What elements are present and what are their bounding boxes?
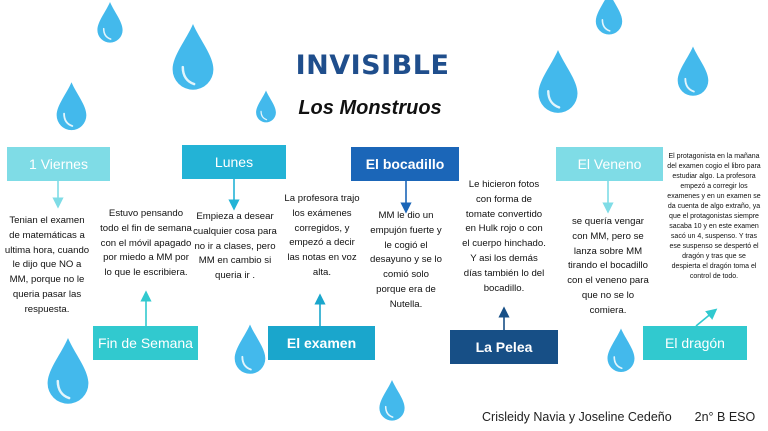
text-veneno: se quería vengar con MM, pero se lanza sobre MM tirando el bocadillo con el veneno para que no se lo comiera. (567, 216, 649, 316)
footer-authors: Crisleidy Navia y Joseline Cedeño (482, 410, 672, 424)
text-lunes: Empieza a desear cualquier cosa para no ir a clases, pero MM en cambio si queria ir . (193, 211, 277, 282)
text-fin-de-semana: Estuvo pensando todo el fin de semana con el móvil apagado por miedo a MM por lo que le escribiera. (100, 208, 192, 279)
arrow-dragon (696, 312, 713, 326)
text-examen: La profesora trajo los exámenes corregidos, y empezó a decir las notas en voz alta. (284, 193, 360, 278)
text-viernes: Tenian el examen de matemáticas a ultima hora, cuando le dijo que NO a MM, porque no le queria pasar las respuesta. (4, 215, 90, 315)
text-pelea: Le hicieron fotos con forma de tomate convertido en Hulk rojo o con el cuerpo hinchado. Y asi los demás días también lo del bocadillo. (462, 179, 546, 294)
footer-course: 2n° B ESO (694, 410, 756, 424)
node-fin-de-semana: Fin de Semana (93, 326, 198, 360)
node-dragon: El dragón (643, 326, 747, 360)
page-subtitle: Los Monstruos (298, 97, 442, 119)
node-examen: El examen (268, 326, 375, 360)
node-bocadillo: El bocadillo (351, 147, 459, 181)
text-dragon: El protagonista en la mañana del examen cogio el libro para estudiar algo. La profesora empezó a corregir los examenes y en un examen se da cuenta de algo extraño, ya que el protagonistas siempre sacaba 10 y en este examen sacó un 4, suspenso. Y tras ese suspenso se despertó el dragón y tras que se despierta el dragón toma el control de todo. (667, 153, 761, 280)
page-title: INVISIBLE (295, 50, 450, 81)
text-bocadillo: MM le dio un empujón fuerte y le cogió el desayuno y se lo comió solo porque era de Nutella. (370, 210, 442, 310)
node-lunes: Lunes (182, 145, 286, 179)
node-viernes: 1 Viernes (7, 147, 110, 181)
node-pelea: La Pelea (450, 330, 558, 364)
node-veneno: El Veneno (556, 147, 663, 181)
footer (482, 410, 755, 424)
